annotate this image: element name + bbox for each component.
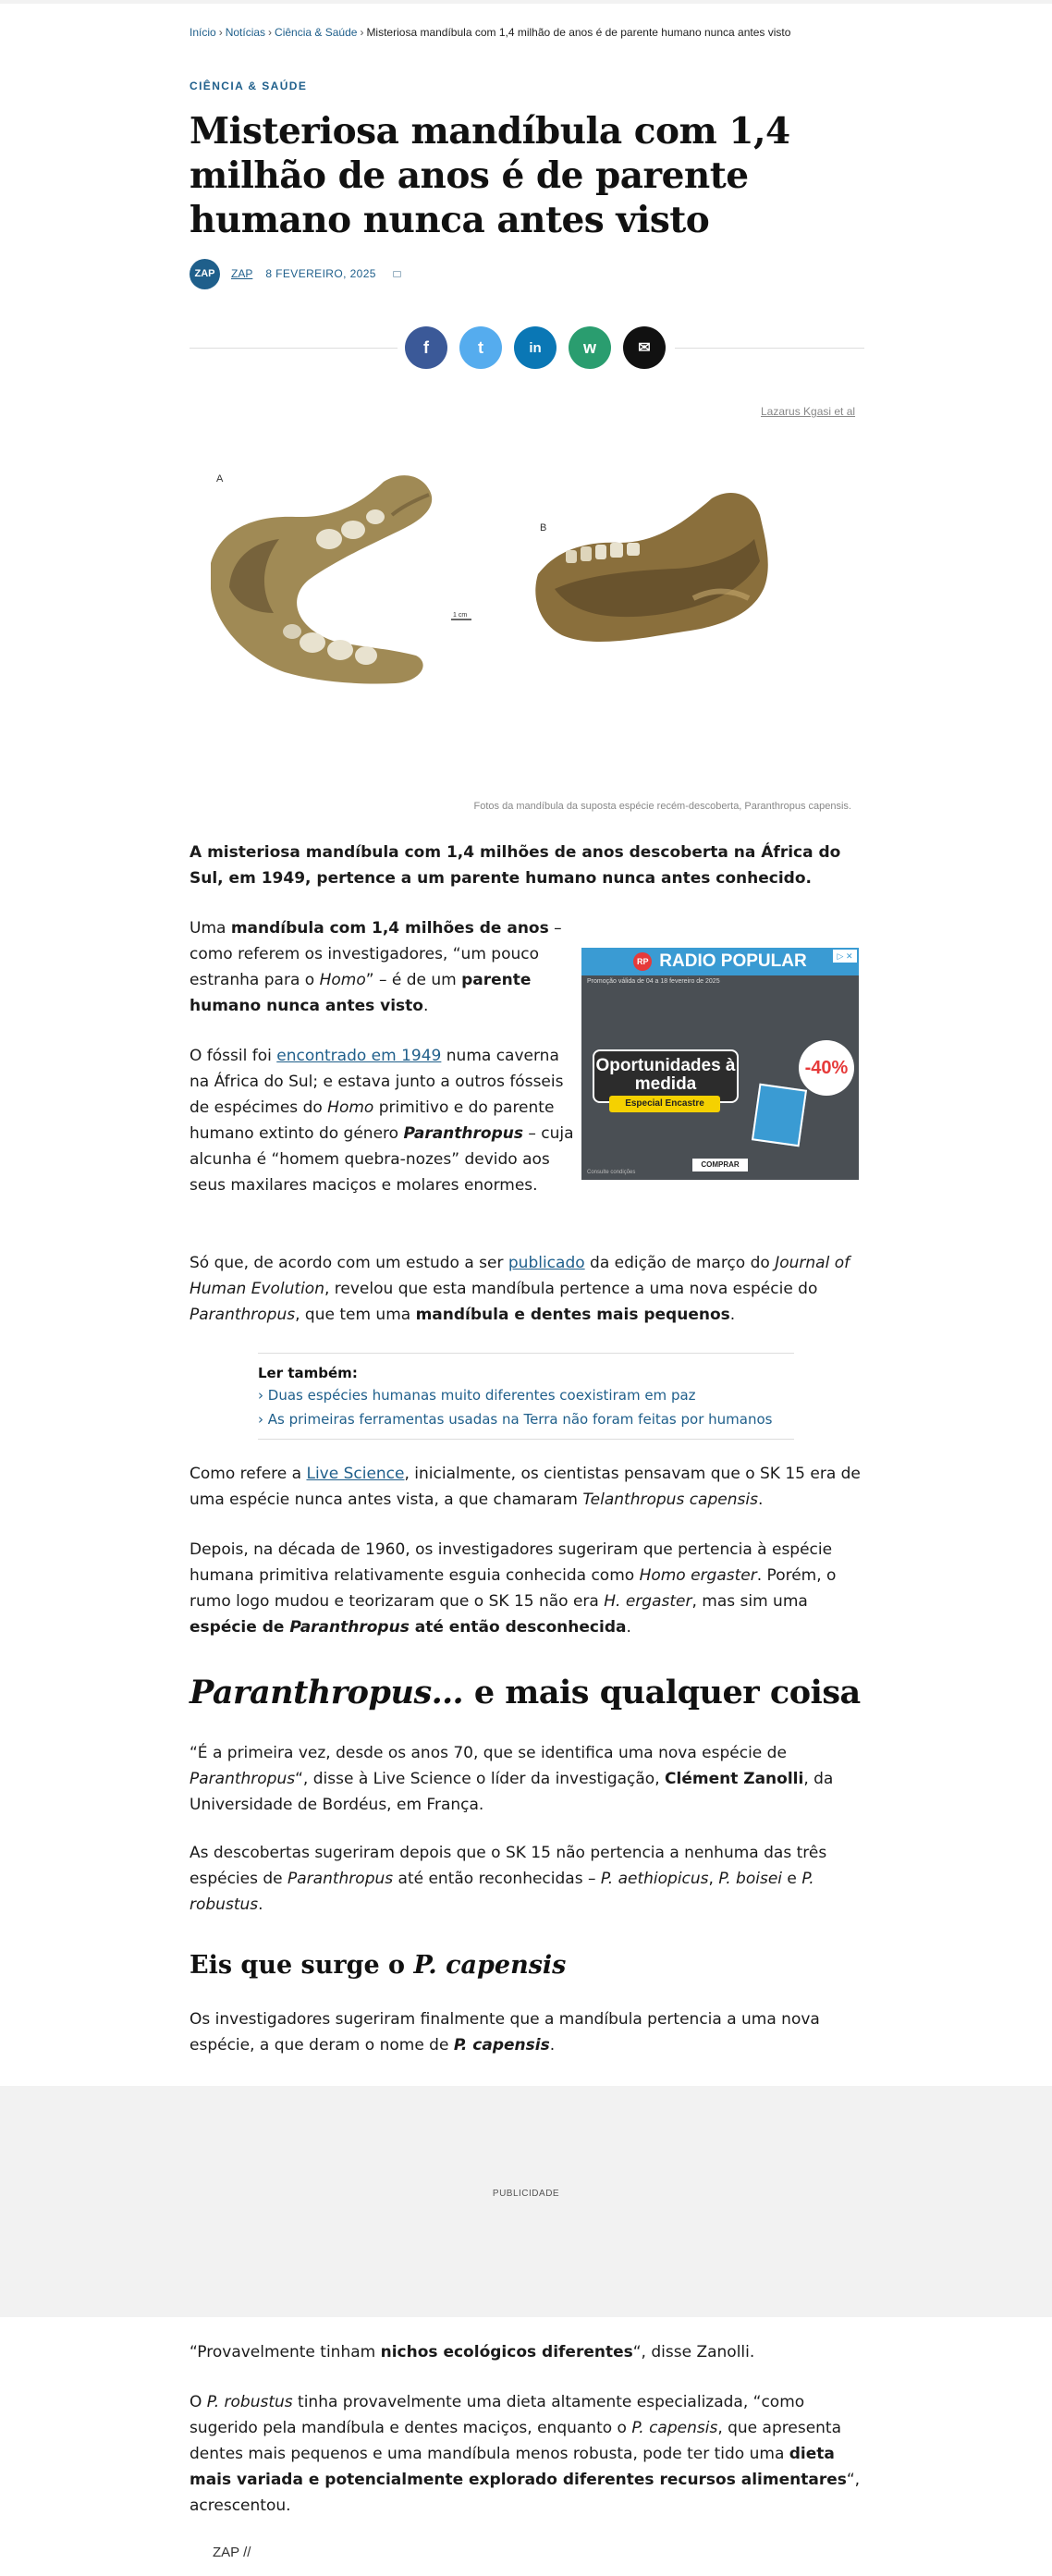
breadcrumb-separator: › bbox=[360, 26, 364, 39]
whatsapp-share-icon[interactable]: w bbox=[569, 326, 611, 369]
breadcrumb-separator: › bbox=[218, 26, 223, 39]
article-lead: A misteriosa mandíbula com 1,4 milhões de anos descoberta na África do Sul, em 1949, pertence a um parente humano nunca antes conhecido. bbox=[190, 843, 841, 888]
article-signoff: ZAP // bbox=[213, 2545, 251, 2560]
author-link[interactable]: ZAP bbox=[231, 267, 253, 280]
breadcrumb bbox=[190, 26, 864, 39]
related-articles bbox=[258, 1353, 794, 1440]
ad-promo-text: Promoção válida de 04 a 18 fevereiro de 2025 bbox=[587, 978, 720, 985]
radio-popular-ad[interactable] bbox=[581, 948, 859, 1180]
photo-credit[interactable]: Lazarus Kgasi et al bbox=[761, 405, 856, 418]
ad-discount-badge: -40% bbox=[799, 1040, 854, 1096]
paragraph-9: “Provavelmente tinham nichos ecológicos diferentes“, disse Zanolli. bbox=[190, 2343, 755, 2361]
breadcrumb-news-link[interactable]: Notícias bbox=[225, 26, 266, 39]
twitter-share-icon[interactable]: t bbox=[459, 326, 502, 369]
radio-popular-logo: RP bbox=[633, 952, 652, 971]
ad-conditions: Consulte condições bbox=[587, 1170, 636, 1175]
paragraph-7: As descobertas sugeriram depois que o SK 15 não pertencia a nenhuma das três espécies de Paranthropus até então reconhecidas – P. aethiopicus, P. boisei e P. robustus. bbox=[190, 1844, 827, 1914]
advertisement-slot bbox=[0, 2086, 1052, 2317]
paragraph-6: “É a primeira vez, desde os anos 70, que se identifica uma nova espécie de Paranthropus“, disse à Live Science o líder da investigação, Clément Zanolli, da Universidade de Bordéus, em França. bbox=[190, 1744, 834, 1814]
article-image bbox=[194, 450, 860, 718]
facebook-share-icon[interactable]: f bbox=[405, 326, 447, 369]
section-heading-capensis: Eis que surge o P. capensis bbox=[190, 1951, 567, 1980]
paragraph-4: Como refere a Live Science, inicialmente, os cientistas pensavam que o SK 15 era de uma espécie nunca antes vista, a que chamaram Telanthropus capensis. bbox=[190, 1465, 861, 1509]
advertisement-label: PUBLICIDADE bbox=[492, 2189, 560, 2199]
paragraph-1: Uma mandíbula com 1,4 milhões de anos – como referem os investigadores, “um pouco estranha para o Homo” – é de um parente humano nunca antes visto. bbox=[190, 919, 562, 1015]
author-avatar[interactable]: ZAP bbox=[190, 259, 220, 289]
figure-label-b: B bbox=[540, 522, 547, 534]
share-divider-left bbox=[190, 348, 398, 349]
email-share-icon[interactable]: ✉ bbox=[623, 326, 666, 369]
ad-flyer-image bbox=[752, 1084, 807, 1147]
related-title: Ler também: bbox=[258, 1365, 358, 1381]
ad-ribbon: Especial Encastre bbox=[609, 1096, 720, 1112]
ad-close-icon[interactable]: ▷ ✕ bbox=[833, 950, 857, 963]
paragraph-5: Depois, na década de 1960, os investigadores sugeriram que pertencia à espécie humana primitiva relativamente esguia conhecida como Homo ergaster. Porém, o rumo logo mudou e teorizaram que o SK 15 não era H. ergaster, mas sim uma espécie de Paranthropus até então desconhecida. bbox=[190, 1540, 837, 1637]
ad-headline: Oportunidades à medida bbox=[593, 1049, 739, 1103]
paragraph-10: O P. robustus tinha provavelmente uma dieta altamente especializada, “como sugerido pela mandíbula e dentes maciços, enquanto o P. capensis, que apresenta dentes mais pequenos e uma mandíbula menos robusta, pode ter tido uma dieta mais variada e potencialmente explorado diferentes recursos alimentares“, acrescentou. bbox=[190, 2393, 861, 2515]
breadcrumb-section-link[interactable]: Ciência & Saúde bbox=[275, 26, 358, 39]
related-link[interactable]: › As primeiras ferramentas usadas na Terra não foram feitas por humanos bbox=[258, 1411, 773, 1428]
breadcrumb-current: Misteriosa mandíbula com 1,4 milhão de anos é de parente humano nunca antes visto bbox=[366, 26, 791, 39]
share-bar bbox=[405, 326, 666, 369]
comments-icon[interactable] bbox=[393, 271, 401, 277]
live-science-link[interactable]: Live Science bbox=[306, 1465, 405, 1483]
article-category[interactable]: CIÊNCIA & SAÚDE bbox=[190, 80, 308, 92]
breadcrumb-home-link[interactable]: Início bbox=[190, 26, 216, 39]
published-link[interactable]: publicado bbox=[508, 1254, 585, 1272]
share-divider-right bbox=[675, 348, 864, 349]
figure-label-a: A bbox=[216, 473, 224, 485]
article-meta bbox=[190, 258, 864, 289]
section-heading-paranthropus: Paranthropus… e mais qualquer coisa bbox=[190, 1674, 861, 1711]
ad-header bbox=[581, 948, 859, 975]
publish-date: 8 FEVEREIRO, 2025 bbox=[265, 267, 376, 280]
paragraph-3: Só que, de acordo com um estudo a ser publicado da edição de março do Journal of Human Evolution, revelou que esta mandíbula pertence a uma nova espécie do Paranthropus, que tem uma mandíbula e dentes mais pequenos. bbox=[190, 1254, 850, 1324]
breadcrumb-separator: › bbox=[268, 26, 273, 39]
scale-bar-label: 1 cm bbox=[453, 612, 468, 619]
paragraph-2: O fóssil foi encontrado em 1949 numa caverna na África do Sul; e estava junto a outros fósseis de espécimes do Homo primitivo e do parente humano extinto do género Paranthropus – cuja alcunha é “homem quebra-nozes” devido aos seus maxilares maciços e molares enormes. bbox=[190, 1047, 574, 1195]
article-title: Misteriosa mandíbula com 1,4 milhão de anos é de parente humano nunca antes visto bbox=[190, 110, 790, 241]
ad-brand: RADIO POPULAR bbox=[659, 951, 807, 971]
image-caption: Fotos da mandíbula da suposta espécie recém-descoberta, Paranthropus capensis. bbox=[473, 801, 851, 812]
jawbone-photo bbox=[194, 450, 860, 718]
paragraph-8: Os investigadores sugeriram finalmente que a mandíbula pertencia a uma nova espécie, a que deram o nome de P. capensis. bbox=[190, 2010, 820, 2055]
top-bar bbox=[0, 0, 1052, 4]
ad-buy-button[interactable]: COMPRAR bbox=[692, 1159, 748, 1171]
linkedin-share-icon[interactable]: in bbox=[514, 326, 557, 369]
related-link[interactable]: › Duas espécies humanas muito diferentes coexistiram em paz bbox=[258, 1387, 696, 1404]
found-1949-link[interactable]: encontrado em 1949 bbox=[276, 1047, 442, 1065]
